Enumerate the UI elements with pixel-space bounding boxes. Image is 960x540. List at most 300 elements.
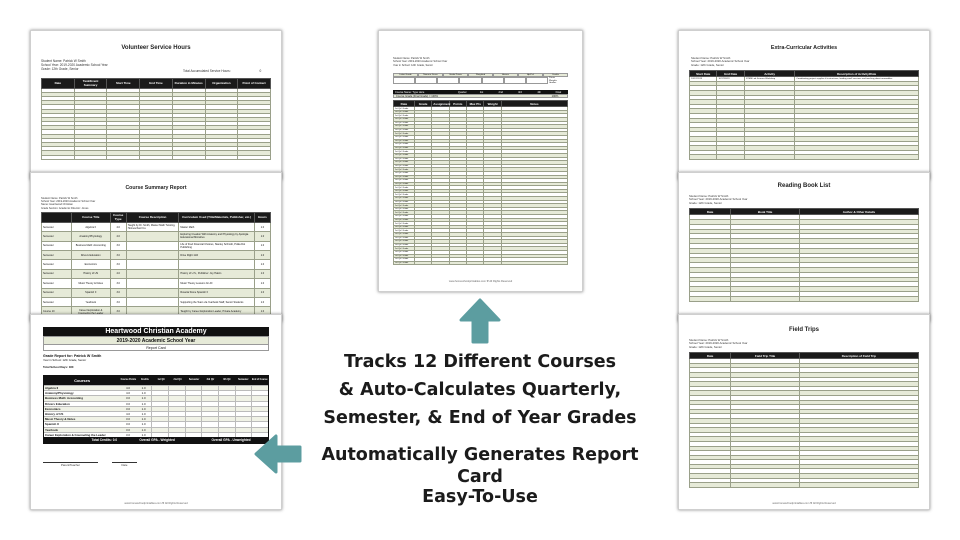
table-cell: 1.0 bbox=[254, 279, 270, 288]
grade-cell bbox=[235, 402, 252, 406]
course-name: Anatomy/Physiology bbox=[45, 391, 74, 396]
meta-line: Student Name: Patrick W Smith bbox=[41, 59, 86, 63]
grade-cell bbox=[185, 391, 202, 395]
table-cell: Semester bbox=[42, 222, 72, 231]
column-header: Author & Other Details bbox=[799, 209, 918, 215]
grade-cell bbox=[151, 433, 168, 437]
grade-cell bbox=[185, 396, 202, 400]
grade-cell bbox=[235, 412, 252, 416]
meta-line: Grade: 12th Grade, Senior bbox=[689, 344, 722, 349]
table-cell bbox=[467, 261, 484, 265]
table-cell: Spanish II bbox=[71, 288, 110, 297]
course-name-bar bbox=[393, 90, 568, 94]
grade-cell bbox=[201, 396, 218, 400]
course-points: 3.0 bbox=[125, 432, 130, 437]
gradebook-footer: www.homeschoolprintables.com ❤ All Rights Reserved bbox=[448, 280, 513, 283]
column-header: Start Time bbox=[107, 78, 140, 88]
column-header: Task/Event Summary bbox=[74, 78, 107, 88]
grade-cell bbox=[185, 407, 202, 411]
table-cell: Semester bbox=[42, 260, 72, 269]
column-header: Point of Contact bbox=[238, 78, 271, 88]
grade-cell bbox=[185, 412, 202, 416]
table-cell: Algebra II bbox=[71, 222, 110, 231]
scale-side-labels bbox=[548, 77, 568, 84]
table-cell: Taught by Career Exploration Leader, Private Academy bbox=[179, 307, 255, 316]
volunteer-total-label: Total Accumulated Service Hours: bbox=[183, 69, 231, 73]
table-cell: 4.0 bbox=[110, 222, 126, 231]
course-row-cell: 1st bbox=[479, 90, 484, 94]
report-card-footer: www.homeschoolprintables.com ❤ All Rights Reserved bbox=[124, 502, 188, 505]
table-cell bbox=[731, 296, 800, 301]
grade-cell bbox=[168, 417, 185, 421]
column-header: Book Title bbox=[731, 209, 800, 215]
course-summary-sheet bbox=[30, 172, 282, 322]
report-card-sheet bbox=[30, 314, 282, 510]
gpa-unweighted: Overall GPA - Unweighted bbox=[211, 437, 251, 442]
course-summary-table bbox=[41, 212, 271, 317]
table-cell: 3.0 bbox=[110, 250, 126, 259]
grade-cell bbox=[235, 391, 252, 395]
grade-cell bbox=[168, 428, 185, 432]
column-header: Course Type bbox=[110, 212, 126, 222]
course-grade-value: 100% bbox=[551, 94, 559, 98]
scale-cell bbox=[415, 77, 437, 84]
course-row-cell: 2nd bbox=[498, 90, 503, 94]
grade-cell bbox=[168, 407, 185, 411]
table-cell: 4.0 bbox=[110, 269, 126, 278]
table-cell: 3.0 bbox=[110, 279, 126, 288]
table-row bbox=[42, 260, 271, 269]
grade-cell bbox=[168, 402, 185, 406]
scale-cell bbox=[393, 77, 415, 84]
grade-cell bbox=[235, 407, 252, 411]
table-cell: Music Theory & Notes bbox=[71, 279, 110, 288]
column-header: Field Trip Title bbox=[731, 353, 800, 359]
course-name: Music Theory & Notes bbox=[45, 417, 76, 422]
column-header: Max Pts bbox=[467, 101, 484, 107]
table-cell bbox=[414, 261, 431, 265]
table-cell bbox=[432, 261, 449, 265]
table-cell: 1st Qtr / Grade bbox=[394, 254, 415, 258]
table-cell bbox=[126, 288, 179, 297]
course-name: Business Math: Accounting bbox=[45, 396, 83, 401]
table-cell: Supporting the Team via Yearbook Staff, Senior Students bbox=[179, 297, 255, 306]
column-header: Notes bbox=[501, 101, 567, 107]
scale-col-header: Grade Points bbox=[443, 73, 468, 77]
table-row bbox=[42, 241, 271, 250]
column-header: Date bbox=[394, 101, 415, 107]
grade-cell bbox=[151, 422, 168, 426]
scale-cell bbox=[504, 77, 526, 84]
table-cell: Semester bbox=[42, 288, 72, 297]
scale-col-header: Letter Grade bbox=[393, 73, 418, 77]
table-cell: Semester bbox=[42, 297, 72, 306]
column-header: Hours bbox=[254, 212, 270, 222]
grade-cell bbox=[235, 386, 252, 390]
table-cell bbox=[484, 261, 501, 265]
table-cell: 1st Qtr / Grade bbox=[394, 139, 415, 143]
column-header: Activity bbox=[744, 71, 794, 77]
table-cell: History of U.S., Publisher: Joy Hakim bbox=[179, 269, 255, 278]
table-cell: 1st Qtr / Grade bbox=[394, 146, 415, 150]
volunteer-table bbox=[41, 78, 271, 160]
meta-line: School Year: 2019-2020 Academic School Year bbox=[689, 197, 748, 202]
table-cell bbox=[126, 232, 179, 241]
scale-value-row bbox=[393, 77, 568, 84]
table-cell: 1st Qtr / Grade bbox=[394, 207, 415, 211]
assignment-log-table bbox=[393, 100, 568, 265]
grade-cell bbox=[185, 402, 202, 406]
grade-cell bbox=[151, 428, 168, 432]
table-cell: 1st Qtr / Grade bbox=[394, 132, 415, 136]
column-header: Description of Field Trip bbox=[799, 353, 918, 359]
table-cell: 3.0 bbox=[110, 307, 126, 316]
report-card-grid bbox=[43, 375, 269, 444]
table-cell: 1st Qtr / Grade bbox=[394, 225, 415, 229]
grade-cell bbox=[185, 422, 202, 426]
course-credits: 1.0 bbox=[141, 386, 146, 391]
column-header: Start Date bbox=[690, 71, 717, 77]
grade-cell bbox=[218, 433, 235, 437]
grade-column-header: Semester bbox=[188, 379, 200, 382]
table-cell: 1st Qtr / Grade bbox=[394, 189, 415, 193]
table-cell: 1st Qtr / Grade bbox=[394, 128, 415, 132]
course-name: Spanish II bbox=[45, 422, 59, 427]
course-row-cell: 4th bbox=[537, 90, 541, 94]
table-cell: 1st Qtr / Grade bbox=[394, 211, 415, 215]
course-points: 3.0 bbox=[125, 427, 130, 432]
scale-col-header: Credits bbox=[543, 73, 568, 77]
table-cell bbox=[238, 155, 271, 159]
grade-column-header: 2nd Qtr bbox=[173, 379, 182, 382]
table-row bbox=[690, 483, 919, 488]
table-cell: 1st Qtr / Grade bbox=[394, 135, 415, 139]
table-cell: Economics bbox=[71, 260, 110, 269]
table-cell: Course 10 bbox=[42, 307, 72, 316]
table-cell: 1st Qtr / Grade bbox=[394, 204, 415, 208]
report-card-course-rows bbox=[44, 385, 268, 437]
table-cell: Coordinating project supplies & instructions; leading small sessions and teaching about renewables bbox=[795, 77, 919, 82]
total-school-days: Total School Days: 180 bbox=[43, 365, 74, 369]
reading-meta bbox=[689, 195, 929, 205]
table-cell: 1st Qtr / Grade bbox=[394, 118, 415, 122]
table-cell: 1.0 bbox=[254, 307, 270, 316]
course-credits: 1.0 bbox=[141, 412, 146, 417]
course-row-cell: Course Name: Type Here bbox=[395, 90, 425, 94]
table-cell: 1st Qtr / Grade bbox=[394, 215, 415, 219]
grade-cell bbox=[235, 396, 252, 400]
table-cell bbox=[449, 261, 466, 265]
grade-cell bbox=[218, 396, 235, 400]
column-header: Date bbox=[690, 209, 731, 215]
table-cell: Yearbook bbox=[71, 297, 110, 306]
course-summary-title: Course Summary Report bbox=[125, 185, 187, 191]
scale-side-label: Points bbox=[548, 77, 556, 80]
reading-list-sheet bbox=[678, 172, 930, 322]
grade-cell bbox=[201, 428, 218, 432]
grade-cell bbox=[168, 422, 185, 426]
table-row bbox=[42, 222, 271, 231]
grade-cell bbox=[218, 412, 235, 416]
meta-line: Grade: 12th Grade, Senior bbox=[689, 200, 722, 205]
table-cell bbox=[799, 483, 918, 488]
fieldtrips-meta bbox=[689, 339, 929, 349]
table-cell: 1st Qtr / Grade bbox=[394, 153, 415, 157]
table-cell: 1st Qtr / Grade bbox=[394, 250, 415, 254]
course-name: Yearbook bbox=[45, 427, 59, 432]
meta-line: Student Name: Patrick W Smith bbox=[41, 197, 78, 200]
table-cell: 10/12/2019 bbox=[690, 77, 717, 82]
up-arrow-icon bbox=[459, 298, 501, 344]
total-credits: Total Credits: 0.0 bbox=[91, 437, 118, 442]
table-row bbox=[394, 261, 568, 265]
meta-line: Grade: 12th Grade, Senior bbox=[41, 67, 79, 72]
grade-cell bbox=[168, 386, 185, 390]
course-credits: 1.0 bbox=[141, 396, 146, 401]
left-arrow-icon bbox=[254, 434, 302, 474]
table-cell: 1st Qtr / Grade bbox=[394, 150, 415, 154]
extracurricular-sheet bbox=[678, 30, 930, 180]
course-points: 3.0 bbox=[125, 396, 130, 401]
grade-column-header: 1st Qtr bbox=[157, 379, 165, 382]
table-cell: 3.0 bbox=[110, 288, 126, 297]
grade-column-header: Course Points bbox=[120, 379, 137, 382]
grade-cell bbox=[168, 433, 185, 437]
meta-line: Name: Heartwood Christian bbox=[41, 203, 73, 207]
column-header: Description of Activity/Role bbox=[795, 71, 919, 77]
grade-cell bbox=[151, 396, 168, 400]
column-header: Assignment bbox=[433, 101, 451, 106]
easy-caption: Easy-To-Use bbox=[422, 487, 538, 507]
table-cell: Master Math bbox=[179, 222, 255, 231]
reading-table bbox=[689, 208, 919, 301]
table-cell: 1st Qtr / Grade bbox=[394, 110, 415, 114]
table-cell: 1.0 bbox=[254, 222, 270, 231]
grade-column-header: 3rd Qtr bbox=[206, 379, 215, 382]
grade-cell bbox=[185, 417, 202, 421]
course-credits: 1.0 bbox=[141, 422, 146, 427]
school-year-banner: 2019-2020 Academic School Year bbox=[43, 336, 269, 345]
grade-cell bbox=[251, 391, 268, 395]
table-cell: Taught by Dr. Smith, Master Math Tutoring, Homeschool Co. bbox=[126, 222, 179, 231]
course-points: 4.0 bbox=[125, 386, 130, 391]
table-cell: 3.0 bbox=[110, 260, 126, 269]
column-header: Date bbox=[690, 353, 731, 359]
table-cell: Semester bbox=[42, 279, 72, 288]
course-name: History of US bbox=[45, 412, 64, 417]
column-header: Weight bbox=[484, 101, 501, 107]
grade-cell bbox=[235, 433, 252, 437]
table-row bbox=[690, 155, 919, 160]
column-header: Curriculum Used (Title/Materials, Publisher, etc.) bbox=[179, 212, 255, 222]
table-row bbox=[42, 269, 271, 278]
scale-col-header: Ap/Col bbox=[518, 73, 543, 77]
table-cell: 3.0 bbox=[110, 241, 126, 250]
grade-cell bbox=[201, 433, 218, 437]
grade-column-header: End of Course bbox=[251, 379, 268, 382]
table-cell: 1st Qtr / Grade bbox=[394, 243, 415, 247]
table-cell: 1st Qtr / Grade bbox=[394, 261, 415, 265]
meta-line: Grade Section: Academic Director: Jones bbox=[41, 206, 89, 210]
meta-line: Student Name: Patrick W Smith bbox=[393, 57, 430, 60]
table-cell: 1st Qtr / Grade bbox=[394, 182, 415, 186]
table-cell bbox=[690, 155, 717, 160]
grade-cell bbox=[235, 428, 252, 432]
course-name: Algebra II bbox=[45, 386, 59, 391]
table-cell: 1st Qtr / Grade bbox=[394, 200, 415, 204]
table-row bbox=[42, 279, 271, 288]
scale-cell bbox=[526, 77, 548, 84]
course-points: 3.0 bbox=[125, 422, 130, 427]
course-grade-label: Course Grade (Final Grade) = 100% bbox=[396, 94, 438, 98]
grade-cell bbox=[201, 402, 218, 406]
extracurricular-meta bbox=[691, 57, 929, 67]
grade-cell bbox=[251, 417, 268, 421]
grade-cell bbox=[251, 402, 268, 406]
course-row-cell: Final bbox=[555, 90, 562, 94]
table-cell: 1st Qtr / Grade bbox=[394, 157, 415, 161]
report-card-label: Report Card bbox=[43, 345, 269, 351]
extracurricular-table bbox=[689, 70, 919, 160]
grade-cell bbox=[251, 407, 268, 411]
fieldtrips-footer: www.homeschoolprintables.com ❤ All Rights Reserved bbox=[772, 502, 836, 505]
table-cell: 3.0 bbox=[110, 297, 126, 306]
table-cell: STEM Lab Science Workshop bbox=[744, 77, 794, 82]
year-in-school: Year in School: 12th Grade, Senior bbox=[43, 358, 87, 362]
table-row bbox=[42, 232, 271, 241]
table-cell: Semester bbox=[42, 232, 72, 241]
report-card-row bbox=[44, 427, 268, 432]
table-cell bbox=[179, 260, 255, 269]
table-cell: Anatomy/Physiology bbox=[71, 232, 110, 241]
course-credits: 1.0 bbox=[141, 417, 146, 422]
tracks-line-3: Semester, & End of Year Grades bbox=[323, 408, 637, 428]
grade-cell bbox=[235, 422, 252, 426]
field-trips-sheet bbox=[678, 314, 930, 510]
table-cell bbox=[205, 155, 238, 159]
table-cell: 1st Qtr / Grade bbox=[394, 121, 415, 125]
table-cell bbox=[717, 155, 744, 160]
grade-cell bbox=[201, 422, 218, 426]
table-cell: 1st Qtr / Grade bbox=[394, 197, 415, 201]
report-card-row bbox=[44, 421, 268, 426]
grade-cell bbox=[251, 396, 268, 400]
gradebook-meta bbox=[393, 57, 582, 67]
volunteer-hours-sheet bbox=[30, 30, 282, 180]
tracks-caption bbox=[300, 348, 660, 432]
grade-column-header: Semester bbox=[238, 379, 249, 382]
gradebook-sheet bbox=[378, 30, 583, 292]
volunteer-total-value: 0 bbox=[259, 69, 262, 73]
grade-cell bbox=[218, 422, 235, 426]
table-cell: 1.0 bbox=[254, 297, 270, 306]
table-cell bbox=[126, 241, 179, 250]
table-cell: 1.0 bbox=[254, 250, 270, 259]
report-card-row bbox=[44, 401, 268, 406]
grade-cell bbox=[151, 402, 168, 406]
table-cell bbox=[42, 155, 75, 159]
course-summary-meta bbox=[41, 197, 281, 210]
course-points: 4.0 bbox=[125, 412, 130, 417]
scale-cell bbox=[482, 77, 504, 84]
grade-column-header: Credits bbox=[140, 379, 149, 382]
table-row bbox=[42, 297, 271, 306]
meta-line: Grade: 12th Grade, Senior bbox=[691, 62, 724, 67]
table-cell: 1st Qtr / Grade bbox=[394, 125, 415, 129]
table-cell: 1st Qtr / Grade bbox=[394, 258, 415, 262]
grade-cell bbox=[218, 407, 235, 411]
table-cell: 1st Qtr / Grade bbox=[394, 143, 415, 147]
table-cell bbox=[74, 155, 107, 159]
table-cell: Rosetta Stone Spanish II bbox=[179, 288, 255, 297]
table-cell: 1st Qtr / Grade bbox=[394, 233, 415, 237]
course-points: 3.0 bbox=[125, 401, 130, 406]
report-card-row bbox=[44, 395, 268, 400]
scale-col-header: Numeric Score bbox=[418, 73, 443, 77]
grading-scale-table bbox=[393, 73, 568, 84]
grade-cell bbox=[151, 391, 168, 395]
volunteer-title: Volunteer Service Hours bbox=[121, 45, 191, 51]
column-header: Duration in Minutes bbox=[172, 78, 205, 88]
table-cell bbox=[126, 269, 179, 278]
signature-line-parent: Parent/Teacher bbox=[43, 462, 98, 467]
course-credits: 1.0 bbox=[141, 427, 146, 432]
table-cell: 1st Qtr / Grade bbox=[394, 161, 415, 165]
meta-line: School Year: 2019-2020 Academic School Year bbox=[41, 200, 96, 204]
grade-cell bbox=[201, 407, 218, 411]
grade-cell bbox=[168, 391, 185, 395]
school-name-banner: Heartwood Christian Academy bbox=[43, 327, 269, 336]
table-cell bbox=[126, 260, 179, 269]
scale-col-header: Honors bbox=[493, 73, 518, 77]
grade-column-headers bbox=[120, 379, 268, 382]
course-credits: 1.0 bbox=[141, 391, 146, 396]
table-cell bbox=[501, 261, 567, 265]
table-cell: Music Theory Lessons for All bbox=[179, 279, 255, 288]
course-credits: 1.0 bbox=[141, 401, 146, 406]
table-cell: Exploring Creation With Anatomy and Physiology by Apologia Educational Ministries bbox=[179, 232, 255, 241]
grade-cell bbox=[235, 417, 252, 421]
table-cell: 1st Qtr / Grade bbox=[394, 186, 415, 190]
report-card-row bbox=[44, 411, 268, 416]
grade-cell bbox=[185, 386, 202, 390]
meta-line: Year in School: 12th Grade, Senior bbox=[393, 63, 433, 67]
course-row-cell: 3rd bbox=[518, 90, 522, 94]
table-cell: 1st Qtr / Grade bbox=[394, 164, 415, 168]
grade-cell bbox=[151, 412, 168, 416]
course-row-cell: Quarter bbox=[457, 90, 467, 94]
table-cell: 1st Qtr / Grade bbox=[394, 107, 415, 111]
table-cell: 1st Qtr / Grade bbox=[394, 218, 415, 222]
table-cell bbox=[731, 483, 800, 488]
table-cell: 1st Qtr / Grade bbox=[394, 175, 415, 179]
table-cell bbox=[744, 155, 794, 160]
report-card-row bbox=[44, 385, 268, 390]
course-points: 4.0 bbox=[125, 391, 130, 396]
grade-cell bbox=[201, 391, 218, 395]
table-cell bbox=[126, 250, 179, 259]
column-header: End Date bbox=[717, 71, 744, 77]
table-cell: Business Math: Accounting bbox=[71, 241, 110, 250]
column-header: Course Description bbox=[126, 212, 179, 222]
scale-col-header: Weighted bbox=[468, 73, 493, 77]
meta-line: School Year: 2019-2020 Academic School Year bbox=[41, 63, 108, 68]
table-cell: 1.0 bbox=[254, 269, 270, 278]
fieldtrips-table bbox=[689, 352, 919, 488]
table-cell bbox=[690, 483, 731, 488]
grade-cell bbox=[218, 391, 235, 395]
table-row bbox=[42, 155, 271, 159]
